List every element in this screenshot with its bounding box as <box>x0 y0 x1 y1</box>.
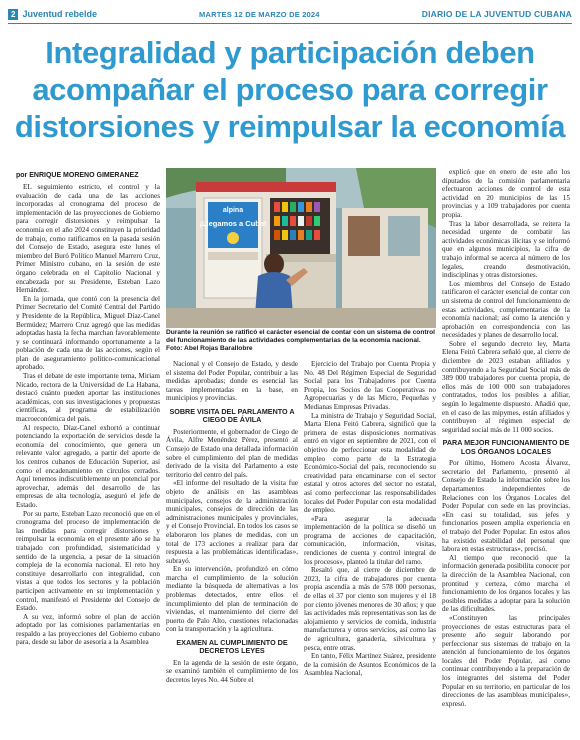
paragraph: A su vez, informó sobre el plan de acción adoptado por las comisiones parlamentarias en respaldo a las proyecciones del Gobierno cubano para, desde su labor de asesoría a la Asamblea <box>16 612 160 647</box>
paragraph: Al respecto, Díaz-Canel exhortó a continuar potenciando la exportación de servicios desde la economía del conocimiento, que genera un relevante valor agregado, a partir del aporte de los centros cubanos de Educación Superior, así como el encadenamiento en círculos cerrados. Aquí tenemos indiscutiblemente un potencial por aprovechar, además del desarrollo de las empresas de alta tecnología, aseguró el jefe de Estado. <box>16 423 160 509</box>
page-header <box>8 6 572 22</box>
paragraph: Sobre el segundo decreto ley, Marta Elena Feitó Cabrera señaló que, al cierre de diciembre de 2023 estaban afiliados y contribuyendo a la Seguridad Social más de 389 000 trabajadores por cuenta propia, de ellos más de 100 000 son trabajadores contratados, todos los posibles a afiliar, según lo legalmente dispuesto. Añadió que, en el caso de las mipymes, están afiliados y contribuyen al régimen especial de seguridad social más de 11 000 socios. <box>442 339 570 434</box>
byline: por ENRIQUE MORENO GIMERANEZ <box>16 172 139 179</box>
subheading: SOBRE VISITA DEL PARLAMENTO A CIEGO DE ÁVILA <box>169 406 295 425</box>
paragraph: Tras la labor desarrollada, se reitera la necesidad urgente de combatir las actividades económicas ilícitas y se informó que en algunos municipios, la cifra de trabajo informal se acerca al número de los legales, creando desmotivación, indisciplinas y otras distorsiones. <box>442 219 570 280</box>
column-3 <box>304 360 436 733</box>
header-rule <box>8 23 572 24</box>
paragraph: Posteriormente, el gobernador de Ciego de Ávila, Alfre Menéndez Pérez, presentó al Consejo de Estado una detallada información sobre el cumplimiento del plan de medidas derivado de la visita del Parlamento a este territorio del centro del país. <box>166 427 298 479</box>
paragraph: explicó que en enero de este año los diputados de la comisión parlamentaria efectuaron acciones de control de esta actividad en 20 municipios de las 15 provincias y a 109 trabajadores por cuenta propia. <box>442 168 570 219</box>
subheading: EXAMEN AL CUMPLIMIENTO DE DECRETOS LEYES <box>176 638 288 656</box>
photo-caption: Durante la reunión se ratificó el carácter esencial de contar con un sistema de control del funcionamiento de las actividades complementarias de la economía nacional. Foto: Abel Rojas Barallobre <box>166 329 435 352</box>
subheading: PARA MEJOR FUNCIONAMIENTO DE LOS ÓRGANOS LOCALES <box>442 438 570 456</box>
paragraph: Por último, Homero Acosta Álvarez, secretario del Parlamento, presentó al Consejo de Estado la información sobre los departamentos independientes de Relaciones con los Órganos Locales del Poder Popular con sede en las provincias. «En casi su totalidad, sus jefes y funcionarios poseen amplia experiencia en el trabajo del Poder Popular. En estos años ha existido estabilidad del personal que labora en estas estructuras», precisó. <box>442 459 570 554</box>
date-line: MARTES 12 DE MARZO DE 2024 <box>199 9 320 19</box>
paragraph: «Constituyen las principales proyecciones de estas estructuras para el presente año seguir laborando por perfeccionar sus sistemas de trabajo en la atención al funcionamiento de los órganos locales del Poder Popular, así como continuar contribuyendo a la preparación de los integrantes del sistema del Poder Popular en su territorio, en particular de los direcciones de las asambleas municipales», expresó. <box>442 613 570 708</box>
news-photo <box>166 168 436 328</box>
paragraph: Resaltó que, al cierre de diciembre de 2023, la cifra de trabajadores por cuenta propia ascendía a más de 578 000 personas, de ellas el 37 por ciento son mujeres y el 18 por ciento jóvenes menores de 30 años; y que las actividades más representativas son las de alojamiento y servicios de comida, industria manufacturera y otros servicios, así como las de agricultura, ganadería, silvicultura y pesca, entre otras. <box>304 566 436 652</box>
column-2 <box>166 360 298 733</box>
masthead: DIARIO DE LA JUVENTUD CUBANA <box>421 9 572 19</box>
paragraph: EL seguimiento estricto, el control y la evaluación de cada una de las acciones incorporadas al cronograma del proceso de implementación de las proyecciones de Gobierno para corregir distorsiones y reimpulsar la economía en el año 2024 constituyen la prioridad de trabajo, como ratificamos en la pasada sesión del Consejo de Estado, asegura este lunes el miembro del Buró Político Manuel Marrero Cruz, Primer Ministro cubano, en la sesión de este órgano celebrada en el Capitolio Nacional y encabezada por su Presidente, Esteban Lazo Hernández. <box>16 183 160 295</box>
paragraph: Nacional y el Consejo de Estado, y desde el sistema del Poder Popular, contribuir a las medidas aprobadas; donde es esencial las tareas implementadas en la base, en municipios y provincias. <box>166 360 298 403</box>
paragraph: Los miembros del Consejo de Estado ratificaron el carácter esencial de contar con un sistema de control del funcionamiento de estas actividades, complementarias de la economía nacional; así como la atención y aprobación en correspondencia con las necesidades y planes de desarrollo local. <box>442 279 570 340</box>
paragraph: En la agenda de la sesión de este órgano, se examinó también el cumplimiento de los decretos leyes No. 44 Sobre el <box>166 658 298 685</box>
paragraph: «Para asegurar la adecuada implementación de la política se diseñó un programa de acciones de capacitación, comunicación, información, visitas, rendiciones de cuenta y control integral de los procesos», planteó la titular del ramo. <box>304 514 436 566</box>
sign-main-text: ¡Llegamos a Cuba! <box>199 219 267 228</box>
headline: Integralidad y participación deben acompañar el proceso para corregir distorsiones y reimpulsar la economía <box>14 35 566 144</box>
photo-kiosk-illustration <box>166 168 436 328</box>
paragraph: Ejercicio del Trabajo por Cuenta Propia y No. 48 Del Régimen Especial de Seguridad Social para los Trabajadores por Cuenta Propia, los Socios de las Cooperativas no Agropecuarias y de las Micro, Pequeñas y Medianas Empresas Privadas. <box>304 360 436 411</box>
paragraph: En su intervención, profundizó en cómo marcha el cumplimiento de la solución mediante la búsqueda de alternativas a los problemas detectados, entre ellos el incumplimiento del plan de terminación de viviendas, el mantenimiento del cierre del puerto de Palo Alto, cuestiones relacionadas con la transportación y la agricultura. <box>166 565 298 634</box>
page-number: 2 <box>8 9 18 20</box>
sign-brand: alpina <box>222 207 244 214</box>
header-left <box>8 9 97 20</box>
column-1 <box>16 183 160 733</box>
paragraph: Por su parte, Esteban Lazo reconoció que en el cronograma del proceso de implementación de las medidas para corregir distorsiones y reimpulsar la economía en el presente año se ha trabajado con profundidad, sistematicidad y sentido de la urgencia, a pesar de la situación compleja de la economía nacional. El reto hoy constituye desarrollarlo con integralidad, con vistas a que todos los sectores y la población participen activamente en su implementación y control, manifestó el Presidente del Consejo de Estado. <box>16 509 160 613</box>
paragraph: La ministra de Trabajo y Seguridad Social, Marta Elena Feitó Cabrera, significó que la primera de estas disposiciones normativas entró en vigor en septiembre de 2021, con el objetivo de perfeccionar esta modalidad de empleo como parte de la Estrategia Económico-Social del país, reconociendo su creatividad para encaminarse con el sector estatal y otros actores del sector no estatal, así como perfeccionar las responsabilidades locales del Poder Popular con esta modalidad de empleo. <box>304 411 436 515</box>
paragraph: Al tiempo que reconoció que la información generada posibilita conocer por la dirección de la Asamblea Nacional, con prontitud y certeza, cómo marcha el funcionamiento de los órganos locales y las posibles medidas a adoptar para la solución de las dificultades. <box>442 553 570 614</box>
paragraph: «El informe del resultado de la visita fue objeto de análisis en las asambleas municipales, consejos de la administración municipales, consejos de dirección de las administraciones municipales y provinciales, y el Consejo Provincial. En todos los casos se elaboraron los planes de medidas, con un total de 173 acciones a realizar para dar respuesta a las problemáticas identificadas», subrayó. <box>166 479 298 565</box>
paragraph: En tanto, Félix Martínez Suárez, presidente de la comisión de Asuntos Económicos de la Asamblea Nacional, <box>304 652 436 678</box>
paragraph: En la jornada, que contó con la presencia del Primer Secretario del Comité Central del Partido y Presidente de la República, Miguel Díaz-Canel Bermúdez; Marrero Cruz agregó que las medidas adoptadas hasta la fecha marchan favorablemente y se continuará informando oportunamente a la población de cada una de las acciones, según el plan de aseguramiento político-comunicacional aprobado. <box>16 294 160 372</box>
paragraph: Tras el debate de este importante tema, Miriam Nicado, rectora de la Universidad de La Habana, destacó cuánto pueden aportar las instituciones académicas, con sus investigaciones y propuestas científicas, al programa de estabilización macroeconómica del país. <box>16 372 160 424</box>
column-4 <box>442 168 570 733</box>
section-name: Juventud rebelde <box>22 9 97 19</box>
